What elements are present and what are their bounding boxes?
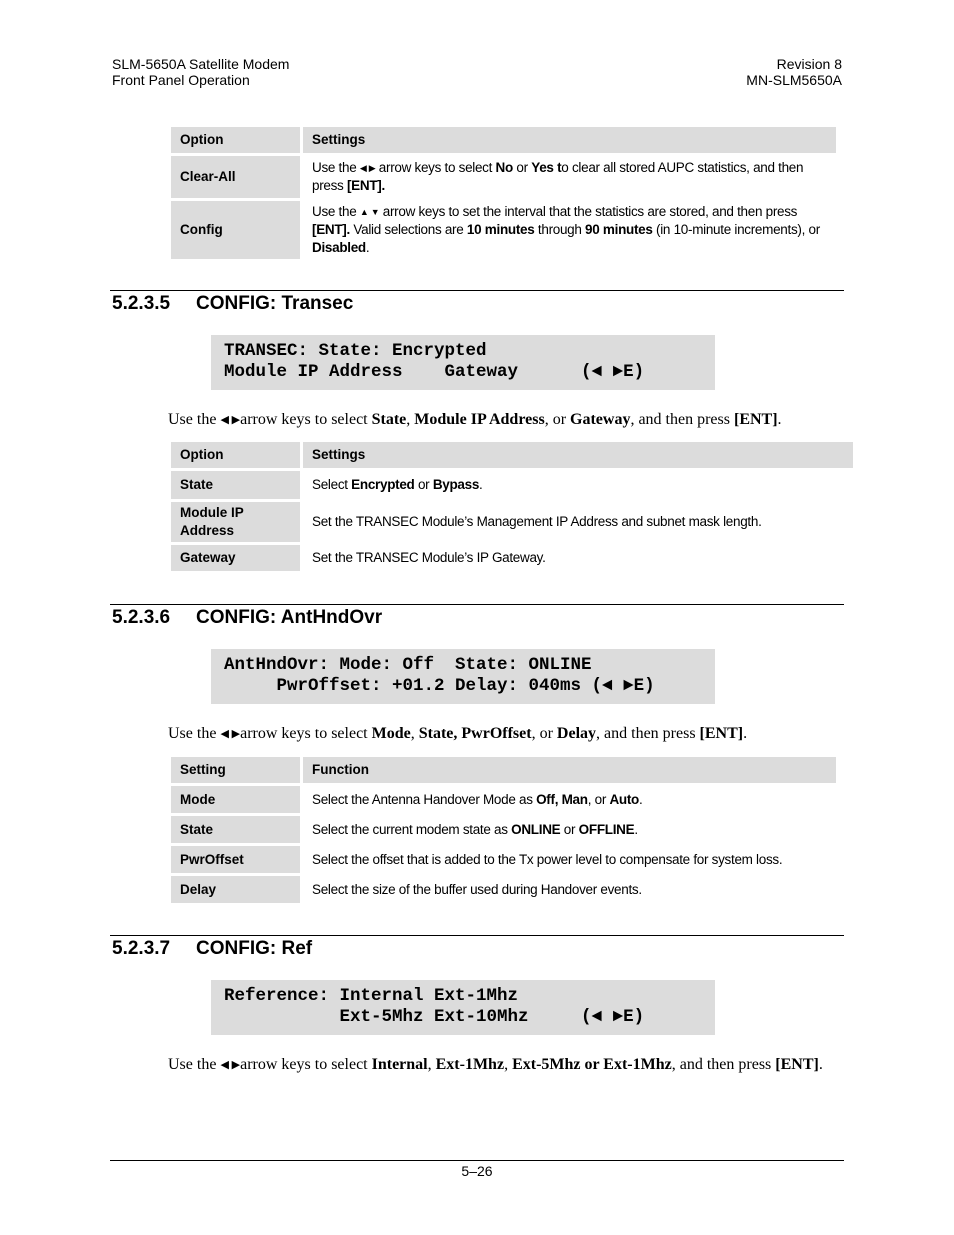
option-cell: State <box>171 816 300 843</box>
lcd-display-transec <box>211 335 715 390</box>
revision: Revision 8 <box>776 56 842 72</box>
setting-cell: Select the size of the buffer used during Handover events. <box>303 876 836 903</box>
chapter-title: Front Panel Operation <box>112 72 250 88</box>
section-number: 5.2.3.6 <box>112 607 171 628</box>
option-cell: State <box>171 471 300 499</box>
table-header-option: Option <box>171 442 300 468</box>
setting-cell: Use the ▲ ▼ arrow keys to set the interval that the statistics are stored, and then press [ENT]. Valid selections are 10 minutes through 90 minutes (in 10-minute increments), or Disabled. <box>303 201 836 259</box>
section-title: CONFIG: Transec <box>196 293 354 314</box>
page-header-left <box>112 56 289 88</box>
doc-number: MN-SLM5650A <box>746 72 842 88</box>
instruction-paragraph: Use the ◀ ▶arrow keys to select Mode, State, PwrOffset, or Delay, and then press [ENT]. <box>168 725 748 742</box>
section-heading-transec <box>112 293 353 315</box>
section-divider <box>110 935 844 936</box>
table-row <box>171 502 853 542</box>
option-cell: PwrOffset <box>171 846 300 873</box>
aupc-options-table <box>168 124 839 262</box>
setting-cell: Select the current modem state as ONLINE or OFFLINE. <box>303 816 836 843</box>
table-row <box>171 876 836 903</box>
setting-cell: Select the Antenna Handover Mode as Off, Man, or Auto. <box>303 786 836 813</box>
setting-cell: Set the TRANSEC Module’s IP Gateway. <box>303 545 853 571</box>
table-header-settings: Settings <box>303 442 853 468</box>
option-cell: Mode <box>171 786 300 813</box>
section-divider <box>110 604 844 605</box>
anthndovr-settings-table <box>168 754 839 906</box>
section-heading-anthndovr <box>112 607 382 629</box>
setting-cell: Set the TRANSEC Module’s Management IP Address and subnet mask length. <box>303 502 853 542</box>
option-cell: Config <box>171 201 300 259</box>
section-title: CONFIG: Ref <box>196 938 313 959</box>
table-row <box>171 816 836 843</box>
option-cell: Delay <box>171 876 300 903</box>
lcd-line-1: AntHndOvr: Mode: Off State: ONLINE <box>224 655 592 675</box>
table-row <box>171 156 836 198</box>
transec-options-table <box>168 439 856 574</box>
table-row <box>171 846 836 873</box>
table-row <box>171 545 853 571</box>
instruction-paragraph: Use the ◀ ▶arrow keys to select State, Module IP Address, or Gateway, and then press [ENT]. <box>168 411 782 428</box>
table-header-setting: Setting <box>171 757 300 783</box>
doc-title: SLM-5650A Satellite Modem <box>112 56 290 72</box>
section-title: CONFIG: AntHndOvr <box>196 607 383 628</box>
lcd-line-2: PwrOffset: +01.2 Delay: 040ms (◄ ►E) <box>224 676 655 696</box>
option-cell: Clear-All <box>171 156 300 198</box>
table-header-function: Function <box>303 757 836 783</box>
option-cell: Module IP Address <box>171 502 300 542</box>
setting-cell: Select the offset that is added to the Tx power level to compensate for system loss. <box>303 846 836 873</box>
page-header-right <box>746 56 842 88</box>
lcd-line-1: Reference: Internal Ext-1Mhz <box>224 986 519 1006</box>
table-header-settings: Settings <box>303 127 836 153</box>
section-number: 5.2.3.7 <box>112 938 171 959</box>
table-row <box>171 786 836 813</box>
lcd-display-anthndovr <box>211 649 715 704</box>
lcd-line-2: Ext-5Mhz Ext-10Mhz (◄ ►E) <box>224 1007 645 1027</box>
lcd-line-1: TRANSEC: State: Encrypted <box>224 341 487 361</box>
table-row <box>171 201 836 259</box>
footer-divider <box>110 1160 844 1161</box>
section-number: 5.2.3.5 <box>112 293 171 314</box>
setting-cell: Use the ◀ ▶ arrow keys to select No or Yes to clear all stored AUPC statistics, and then press [ENT]. <box>303 156 836 198</box>
instruction-paragraph: Use the ◀ ▶arrow keys to select Internal, Ext-1Mhz, Ext-5Mhz or Ext-1Mhz, and then press [ENT]. <box>168 1056 823 1073</box>
option-cell: Gateway <box>171 545 300 571</box>
lcd-display-ref <box>211 980 715 1035</box>
section-heading-ref <box>112 938 312 960</box>
table-header-option: Option <box>171 127 300 153</box>
table-row <box>171 471 853 499</box>
lcd-line-2: Module IP Address Gateway (◄ ►E) <box>224 362 645 382</box>
section-divider <box>110 290 844 291</box>
page-number: 5–26 <box>461 1163 493 1179</box>
setting-cell: Select Encrypted or Bypass. <box>303 471 853 499</box>
